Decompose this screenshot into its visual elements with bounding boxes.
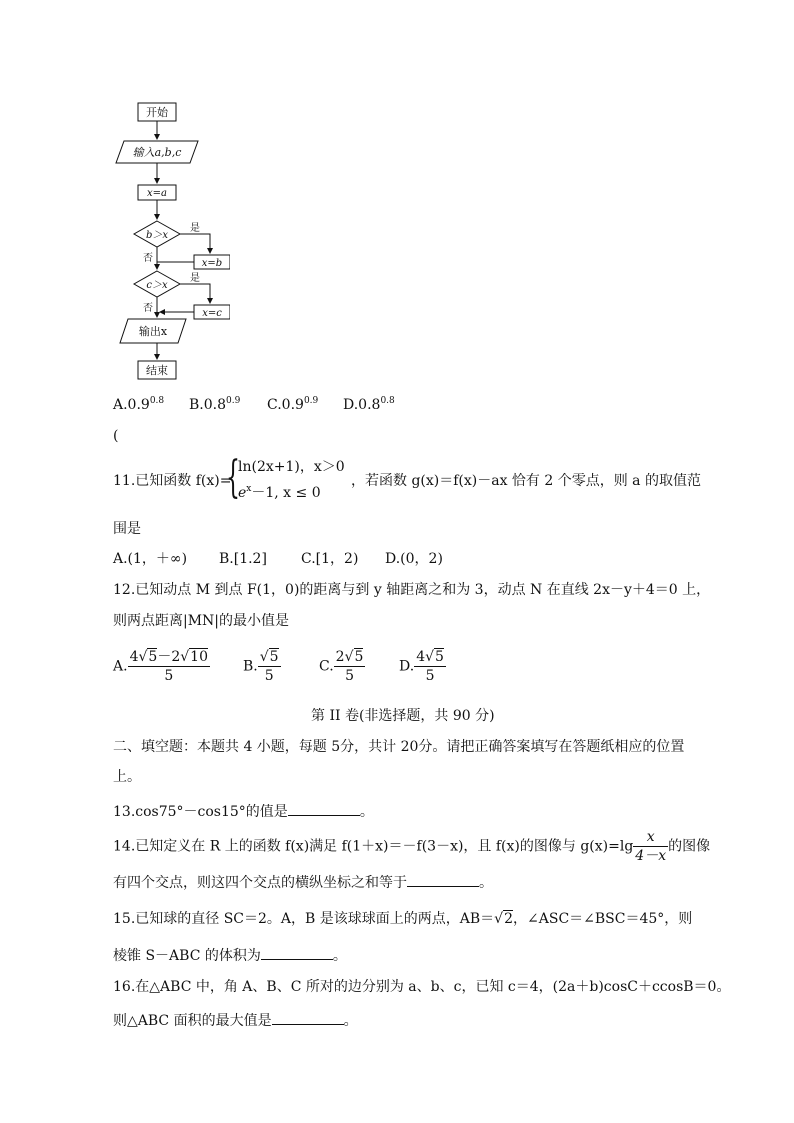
no-label-1: 否 bbox=[143, 253, 153, 264]
q13-blank[interactable] bbox=[288, 801, 360, 816]
q10-options bbox=[113, 395, 395, 415]
cond-c-text: c＞x bbox=[146, 280, 168, 291]
start-text: 开始 bbox=[146, 106, 168, 119]
q11-option-c: C.[1，2) bbox=[301, 551, 359, 567]
q16-line1: 16.在△ABC 中，角 A、B、C 所对的边分别为 a、b、c，已知 c＝4，(2a＋b)cosC＋ccosB＝0。 bbox=[113, 979, 731, 995]
q12-option-b: B. $\frac{√5}{5}$ bbox=[243, 649, 279, 684]
section-2-title: 第 II 卷(非选择题，共 90 分) bbox=[311, 708, 495, 724]
assign-b-text: x=b bbox=[201, 258, 223, 269]
q11-options bbox=[113, 549, 443, 569]
q12-option-a: A. $\frac{4√5-2√10}{5}$ bbox=[113, 649, 208, 684]
output-text: 输出x bbox=[138, 325, 168, 338]
end-text: 结束 bbox=[146, 364, 168, 377]
flowchart bbox=[110, 95, 230, 385]
q10-option-a: $A.0.9^{0.8}$ bbox=[113, 396, 165, 413]
yes-label-2: 是 bbox=[190, 273, 200, 284]
q11-brace: { bbox=[226, 452, 240, 503]
q16-line2: 则△ABC 面积的最大值是 。 bbox=[113, 1010, 358, 1031]
q14-line2: 有四个交点，则这四个交点的横纵坐标之和等于 。 bbox=[113, 872, 493, 893]
q11-line2: 围是 bbox=[113, 521, 141, 537]
assign-a-text: x=a bbox=[147, 188, 167, 199]
q14-line1: 14.已知定义在 R 上的函数 f(x)满足 f(1＋x)＝－f(3－x)，且 f(x)的图像与 g(x)=lg $\frac{x}{4-x}$ 的图像 bbox=[113, 829, 711, 864]
q10-option-d: $D.0.8^{0.8}$ bbox=[343, 396, 395, 413]
q11-option-a: A.(1，＋∞) bbox=[113, 551, 188, 567]
q11-case2: $e^x-1$, x ≤ 0 bbox=[238, 484, 321, 501]
q10-option-c: $C.0.9^{0.9}$ bbox=[267, 396, 319, 413]
q15-line2: 棱锥 S－ABC 的体积为 。 bbox=[113, 945, 347, 966]
input-text: 输入a,b,c bbox=[132, 146, 182, 159]
q11-suffix: ，若函数 g(x)＝f(x)－ax 恰有 2 个零点，则 a 的取值范 bbox=[351, 473, 701, 489]
q12-line2: 则两点距离|MN|的最小值是 bbox=[113, 613, 290, 629]
q16-blank[interactable] bbox=[272, 1010, 344, 1025]
q14-blank[interactable] bbox=[407, 872, 479, 887]
q15-blank[interactable] bbox=[261, 945, 333, 960]
q13: 13.cos75°－cos15°的值是 。 bbox=[113, 801, 374, 822]
q12-option-d: D. $\frac{4√5}{5}$ bbox=[399, 649, 444, 684]
q11-option-d: D.(0，2) bbox=[385, 551, 443, 567]
q11-case1: ln(2x+1)，x＞0 bbox=[238, 459, 345, 475]
q12-line1: 12.已知动点 M 到点 F(1，0)的距离与到 y 轴距离之和为 3，动点 N 在直线 2x－y＋4＝0 上， bbox=[113, 582, 711, 598]
q12-option-c: C. $\frac{2√5}{5}$ bbox=[319, 649, 364, 684]
no-label-2: 否 bbox=[143, 303, 153, 314]
yes-label-1: 是 bbox=[190, 223, 200, 234]
q11-option-b: B.[1.2] bbox=[219, 551, 267, 567]
q12-options bbox=[113, 648, 446, 685]
q10-option-b: $B.0.8^{0.9}$ bbox=[189, 396, 241, 413]
assign-c-text: x=c bbox=[202, 308, 222, 319]
fill-intro-line1: 二、填空题：本题共 4 小题，每题 5分，共计 20分。请把正确答案填写在答题纸相应的位置 bbox=[113, 739, 685, 755]
q15-line1: 15.已知球的直径 SC＝2。A，B 是该球球面上的两点，AB＝√2，∠ASC＝∠BSC＝45°，则 bbox=[113, 911, 693, 927]
q11-prefix: 11.已知函数 f(x)= bbox=[113, 473, 232, 489]
stray-paren: ( bbox=[113, 428, 119, 444]
fill-intro-line2: 上。 bbox=[113, 769, 141, 785]
cond-b-text: b＞x bbox=[145, 230, 169, 241]
